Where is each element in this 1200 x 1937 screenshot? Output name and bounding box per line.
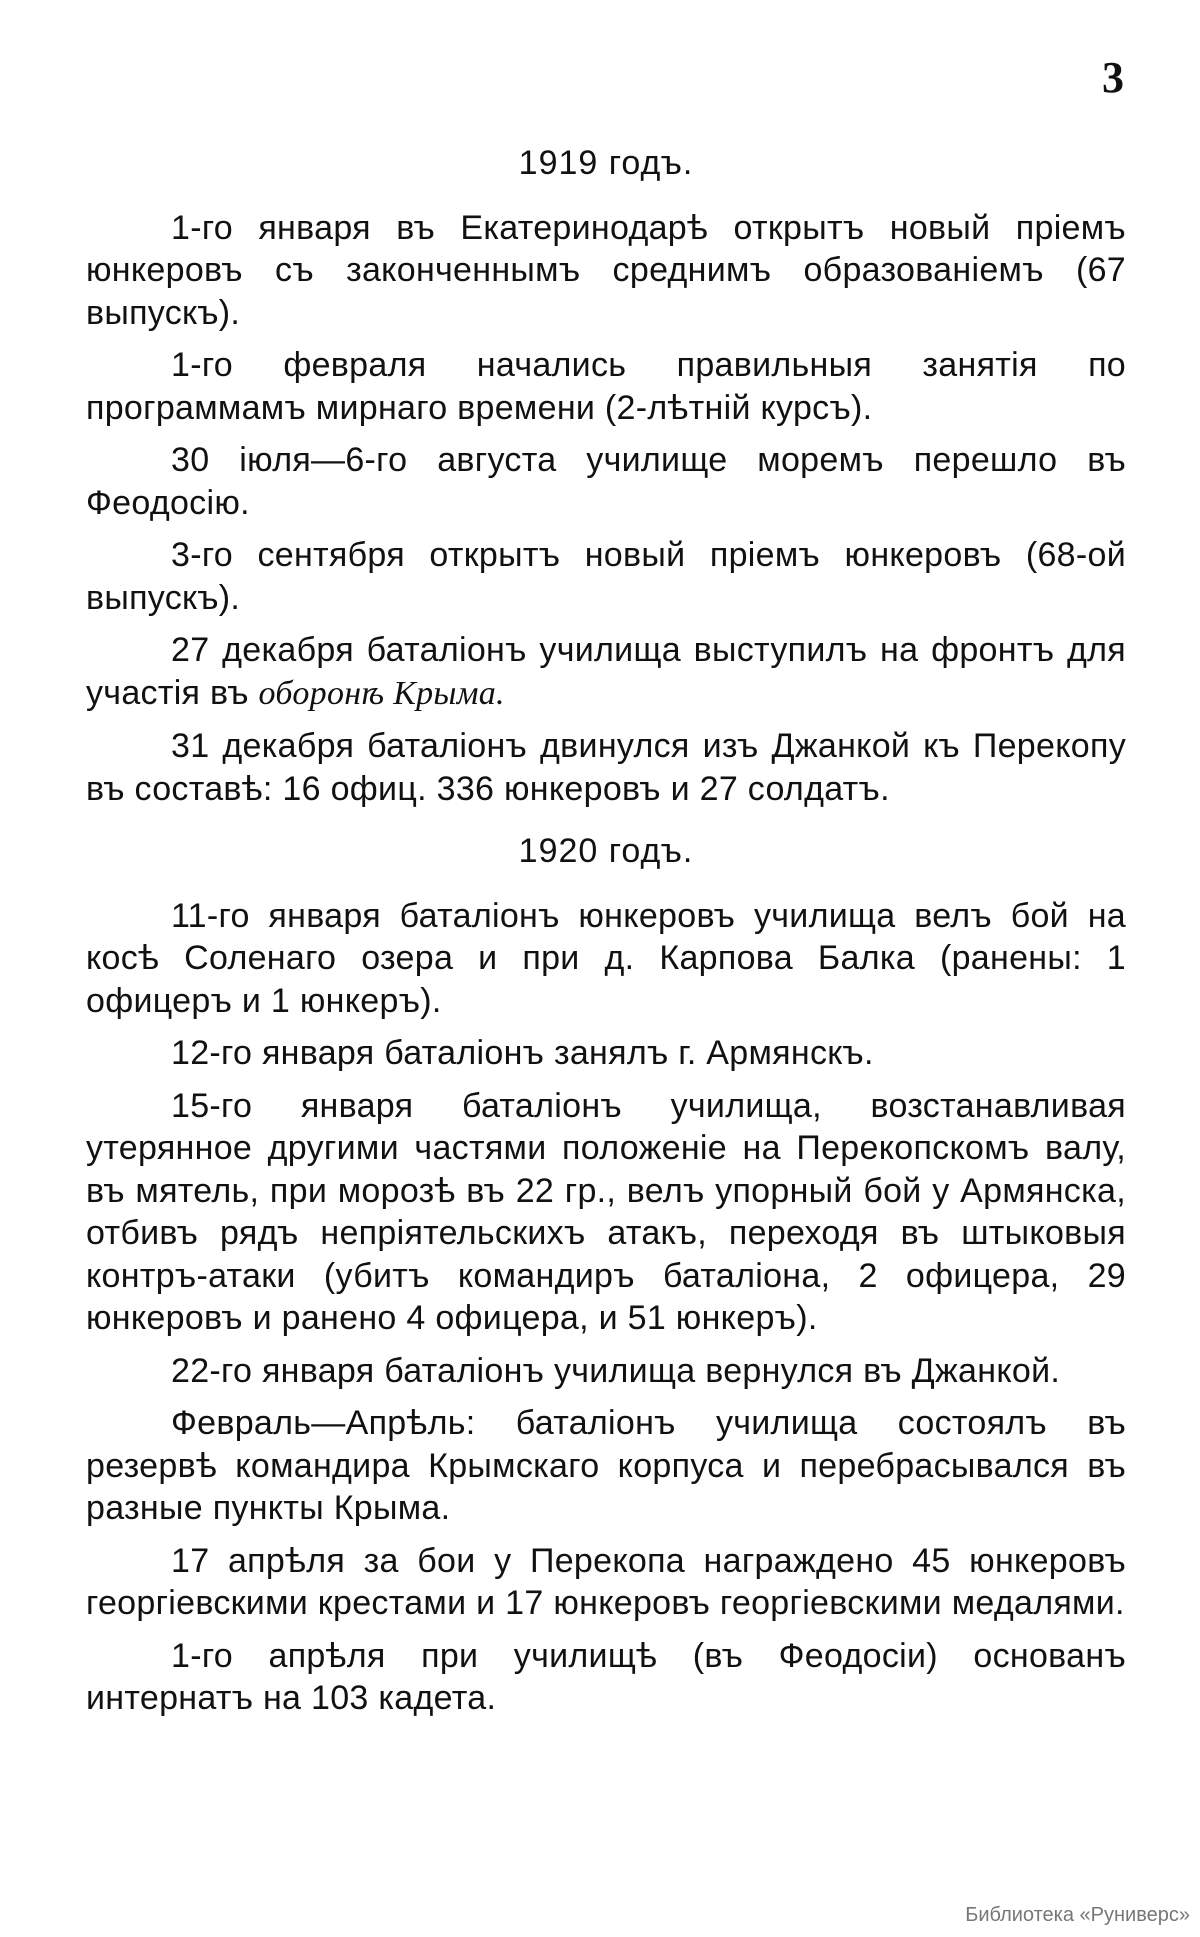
paragraph: 15-го января баталіонъ училища, возстанавливая утерянное другими частями положеніе на Перекопскомъ валу, въ мятель, при морозѣ въ 22 гр., велъ упорный бой у Армянска, отбивъ рядъ непріятельскихъ атакъ, переходя въ штыковыя контръ-атаки (убитъ командиръ баталіона, 2 офицера, 29 юнкеровъ и ранено 4 офицера, и 51 юнкеръ). — [86, 1086, 1126, 1337]
paragraph: 31 декабря баталіонъ двинулся изъ Джанкой къ Перекопу въ составѣ: 16 офиц. 336 юнкеровъ и 27 солдатъ. — [86, 727, 1126, 808]
paragraph: 30 іюля—6-го августа училище моремъ перешло въ Феодосію. — [86, 441, 1126, 522]
section-heading-1919: 1919 годъ. — [518, 144, 694, 182]
paragraph: 11-го января баталіонъ юнкеровъ училища велъ бой на косѣ Соленаго озера и при д. Карпова Балка (ранены: 1 офицеръ и 1 юнкеръ). — [86, 896, 1126, 1020]
paragraph: 1-го апрѣля при училищѣ (въ Феодосіи) основанъ интернатъ на 103 кадета. — [86, 1636, 1126, 1717]
text-column — [86, 142, 1126, 1730]
paragraph: 1-го февраля начались правильныя занятія по программамъ мирнаго времени (2-лѣтній курсъ). — [86, 346, 1126, 427]
paragraph: 12-го января баталіонъ занялъ г. Армянскъ. — [171, 1034, 874, 1072]
page-number: 3 — [1102, 53, 1124, 102]
paragraph: Февраль—Апрѣль: баталіонъ училища состоялъ въ резервѣ командира Крымскаго корпуса и перебрасывался въ разные пункты Крыма. — [86, 1404, 1126, 1527]
library-watermark: Библиотека «Руниверс» — [965, 1904, 1190, 1926]
paragraph: 1-го января въ Екатеринодарѣ открытъ новый пріемъ юнкеровъ съ законченнымъ среднимъ образованіемъ (67 выпускъ). — [86, 208, 1126, 332]
paragraph: 17 апрѣля за бои у Перекопа награждено 45 юнкеровъ георгіевскими крестами и 17 юнкеровъ георгіевскими медалями. — [86, 1541, 1126, 1622]
section-heading-1920: 1920 годъ. — [518, 832, 694, 870]
paragraph-text: 27 декабря баталіонъ училища выступилъ на фронтъ для участія въ — [86, 631, 1126, 712]
italic-phrase: оборонѣ Крыма. — [258, 674, 505, 712]
paragraph — [86, 629, 1126, 715]
paragraph: 3-го сентября открытъ новый пріемъ юнкеровъ (68-ой выпускъ). — [86, 536, 1126, 617]
paragraph: 22-го января баталіонъ училища вернулся въ Джанкой. — [171, 1351, 1061, 1390]
